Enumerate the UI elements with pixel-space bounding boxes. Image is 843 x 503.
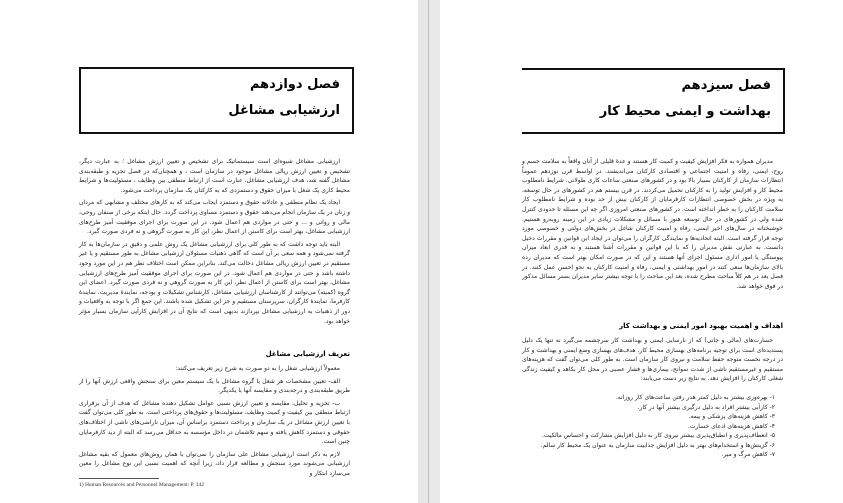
- chapter-title: ارزشیابی مشاغل: [228, 103, 340, 118]
- paragraph: خسارت‌های (مالی و جانی) که از نارسایی ایمنی و بهداشت کار سرچشمه می‌گیرد نه تنها یک دلیل پسندیده‌ای است برای توجیه برنامه‌های بهسازی محیط کار. هدف‌های بهسازی وضع ایمنی و بهداشت و کار در درجه نخست متوجه حفظ سلامت و نیروی کار سازمان است. به طور کلی می‌توان گفت که هزینه‌های مستقیم و غیرمستقیم ناشی از شدت سوانح، بیماری‌ها و فشار عصبی در محل کار بکاهد و کیفیت زندگی شغلی کارکنان را افزایش دهد. به نتایج زیر دست می‌یابند:: [522, 337, 783, 383]
- paragraph: معمولاً ارزشیابی شغل را به دو صورت به شرح زیر تعریف می‌کنند:: [175, 365, 340, 372]
- benefits-list: [541, 393, 775, 460]
- section-text: [522, 336, 783, 387]
- footnote: 1) Human Resources and Personnel Management: P. 342: [79, 482, 204, 488]
- section-text: [79, 364, 350, 482]
- gutter-line: [428, 0, 429, 503]
- list-item: ۱- بهره‌وری بیشتر به دلیل کمتر هدر رفتن ساعت‌های کار روزانه.: [615, 394, 775, 401]
- paragraph: الف- تعیین مشخصات هر شغل یا گروه مشاغل با یک سیستم معین برای سنجش واقعی ارزش آنها را از طریق طبقه‌بندی و درجه‌بندی و مقایسه آنها با یکدیگر.: [79, 377, 350, 395]
- list-item: ۶- گزینش‌ها و استخدام‌های بهتر به دلیل افزایش جذابیت سازمان به عنوان یک محیط کار سالم.: [540, 441, 775, 449]
- paragraph: مدیران همواره به فکر افزایش کیفیت و کمیت کار هستند و عدهٔ قلیلی از آنان واقعاً به سلامت جسم و روح، ایمنی، رفاه و امنیت اجتماعی و اقتصادی کارکنان می‌اندیشند. در اواسط قرن نوزدهم عموماً انتظارات سازمان از کارکنان بسیار بالا بود و در کشورهای صنعتی ساعات کاری طولانی، شرایط نامطلوب محیط کار و افزایش تولید را به کارکنان تحمیل می‌کردند. در قرن بیستم هم در کشورهای در حال توسعه، به ویژه در بخش خصوصی انتظارات کارفرمایان از کارکنان بیش از حد بوده و شرایط نامطلوب کار سلامت کارکنان را به خطر انداخته است. در کشورهای صنعتی امروزی اگر چه این مسئله تا حدودی کنترل شده ولی در کشورهای در حال توسعه هنوز با مسائل و مشکلات زیادی در این زمینه روبه‌رو هستیم. خوشبختانه در سال‌های اخیر ایمنی، رفاه و امنیت کارکنان شاغل در بخش‌های دولتی و خصوصی مورد توجه قرار گرفته است. البته اتحادیه‌ها و نمایندگی کارگران را می‌توان در ایجاد این قوانین و مقررات دخیل دانست. به عبارتی نقش مدیران را که با این قوانین و مقررات آشنا هستند و به قدری ابعاد میزان پیوستگی یا امور اداری مسئول اجرای آنها هستند و این که در صورت امکان بهتر است که مدیران رده بالای سازمان‌ها سعی کنند در امور بهداشتی و ایمنی، رفاه و امنیت کارکنان به نحو احسن عمل کنند. در فصل بعد در هم کلاً مباحث مطرح شده، بعد این مباحث را با توجه بیشتر سایر مدیران بستر مسائل مذکور در فوق خواهد شد.: [522, 158, 783, 290]
- paragraph: ب- تجزیه و تحلیل، مقایسه و تعیین ارزش نسبی عوامل تشکیل دهنده مشاغل که هدف از آن برقراری ارتباط منطقی بین کیفیت و کمیت وظایف، مسئولیت‌ها و حقوق‌های پرداختی است. به طور کلی می‌توان گفت با تعیین ارزش مشاغل در یک سازمان و پرداخت دستمزد براساس آن، میزان ناراضی‌های ناشی از اختلاف‌های حقوقی و دستمزد کاهش یافته و سهم تلاشمان در داخل مؤسسه به حداقل می‌رسد که البته از دید کارفرمایان چنین است.: [79, 399, 350, 446]
- list-item: ۲- کارآیی بیشتر افراد به دلیل درگیری بیشتر آنها در کار.: [637, 403, 775, 411]
- chapter-title-box: [79, 67, 354, 134]
- paragraph: لازم به ذکر است ارزشیابی مشاغل علی سازمان را نمی‌توان با همان روش‌های معمول که بقیه مشاغل ارزشیابی می‌شوند مورد سنجش و مطالعه قرار داد، زیرا آنچه که اهمیت نسبی این نوع مشاغل را معین می‌سازد ابتکار و: [79, 450, 350, 477]
- right-page: [440, 0, 843, 503]
- paragraph: ایجاد یک نظام منطقی و عادلانه حقوق و دستمزد ایجاب می‌کند که به کارهای مختلف و مشابهی که مردان و زنان در یک سازمان انجام می‌دهند حقوق و دستمزد مساوی پرداخت گردد. حال اینکه برخی از صنفان روحی، مالی و روانی و ... و حتی در مواردی هم اعمال شود. در این صورت برای اجرای موفقیت آمیز طرح‌های ارزشیابی مشاغل، بهتر است برای کاستن از اعمال نظر، این کار به صورت گروهی و نه فردی صورت گیرد.: [79, 199, 350, 236]
- list-item: ۴- کاهش هزینه‌های ادعای خسارت.: [687, 422, 775, 430]
- list-item: ۷- کاهش مرگ و میر.: [721, 451, 775, 458]
- section-heading: تعریف ارزشیابی مشاغل: [265, 350, 350, 358]
- chapter-title-box: [522, 68, 785, 134]
- paragraph: ارزشیابی مشاغل شیوه‌ای است سیستماتیک برای تشخیص و تعیین ارزش مشاغل ؛ به عبارت دیگر، تشخیص و تعیین ارزش ریالی مشاغل موجود در سازمان است ، و همچنان‌که در فصل تجزیه و طبقه‌بندی مشاغل گفته شد، هدف ارزشیابی مشاغل، عبارت است از ارتباط منطقی بین وظایف ، مسئولیت‌ها و شرایط محیط کاری یک شغل با میزان حقوق و دستمزدی که به کارکنان یک سازمان پرداخت می‌شود.: [79, 158, 350, 194]
- page-gutter: [418, 0, 440, 503]
- footnote-rule: [79, 478, 159, 479]
- list-item: ۳- کاهش هزینه‌های پزشکی و بیمه.: [688, 413, 775, 420]
- section-heading: اهداف و اهمیت بهبود امور ایمنی و بهداشت کار: [619, 322, 783, 330]
- chapter-intro-text: [79, 157, 350, 329]
- chapter-title: بهداشت و ایمنی محیط کار: [599, 104, 771, 119]
- list-item: ۵- انعطاف‌پذیری و انطباق‌پذیری بیشتر نیروی کار به دلیل افزایش مشارکت و احساس مالکیت.: [542, 432, 775, 439]
- chapter-number: فصل دوازدهم: [249, 77, 340, 92]
- paragraph: البته باید توجه داشت که به طور کلی برای ارزشیابی مشاغل یک روش علمی و دقیق در سازمان‌ها به کار گرفته نمی‌شود و همه سعی بر آن است که گاهی ذهنیات مسئولان ارزشیابی مشاغل به طور مستقیم و یا غیر مستقیم در تعیین ارزش ریالی مشاغل دخالت می‌کند. بنابراین ممکن است اختلاف نظر هم در این مورد وجود داشته باشد و حتی در مواردی هم اعمال شود. در این صورت برای اجرای موفقیت آمیز طرح‌های ارزشیابی مشاغل، بهتر است برای کاستن از اعمال نظر، این کار به صورت گروهی و نه فردی صورت گیرد. اعضای این گروه (کمیته) می‌توانند از کارشناسان ارزشیابی مشاغل، کارشناس تشکیلات و بودجه، نمایندهٔ مدیریت، نمایندهٔ کارفرما، نمایندهٔ کارگران، سرپرستان مستقیم و جز این تشکیل شده باشند. این جمع اگر با توجه به واقعیات و دور از ذهنیات به ارزشیابی مشاغل بپردازند بدیهی است که نتایج آن در افزایش کارآیی سازمان بسیار مؤثر خواهد بود.: [79, 240, 350, 325]
- left-page: [0, 0, 418, 503]
- chapter-number: فصل سیزدهم: [681, 78, 771, 93]
- chapter-intro-text: [522, 157, 783, 294]
